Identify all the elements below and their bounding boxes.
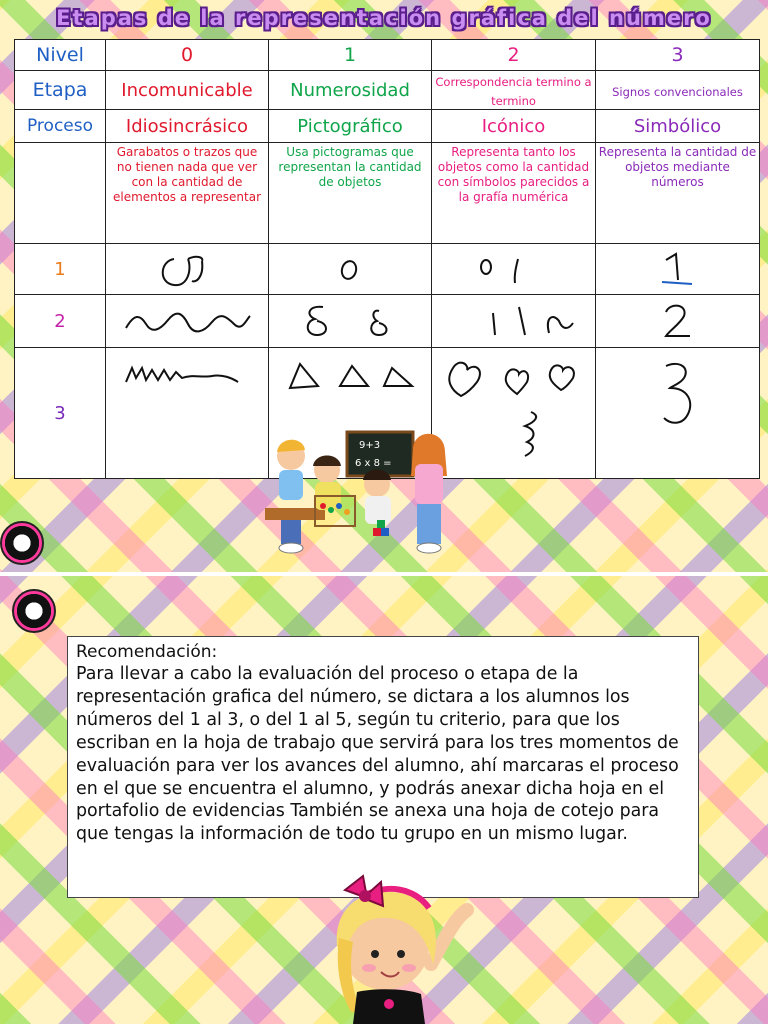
icon-symbols <box>449 301 579 341</box>
description-2-cell: Representa tanto los objetos como la cantidad con símbolos parecidos a la grafía numérica <box>432 143 596 244</box>
description-0-cell: Garabatos o trazos que no tienen nada que ver con la cantidad de elementos a representar <box>106 143 269 244</box>
proceso-0-cell: Idiosincrásico <box>106 110 269 143</box>
icon-symbols <box>474 253 554 285</box>
digit-1-drawing <box>658 250 698 288</box>
flower-badge-icon <box>12 589 56 633</box>
level-2-cell: 2 <box>432 40 596 71</box>
table-row-proceso <box>15 110 760 143</box>
scribble-drawing <box>122 358 252 388</box>
row-label-etapa: Etapa <box>15 71 106 110</box>
sample-1-row2 <box>269 295 432 348</box>
table-row-description <box>15 143 760 244</box>
sample-2-row2 <box>432 295 596 348</box>
page-title: Etapas de la representación gráfica del número <box>56 6 712 30</box>
scribble-drawing <box>152 247 222 291</box>
triangle-pictograms <box>280 358 420 392</box>
recommendation-text: Para llevar a cabo la evaluación del proceso o etapa de la representación grafica del número, se dictara a los alumnos los números del 1 al 3, o del 1 al 5, según tu criterio, para que los escriban en la hoja de trabajo que servirá para los tres momentos de evaluación para ver los avances del alumno, ahí marcaras el proceso en el que se encuentra el alumno, y podrás anexar dicha hoja en el portafolio de evidencias También se anexa una hoja de cotejo para que tengas la información de todo tu grupo en un mismo lugar. <box>76 664 679 845</box>
etapa-3-cell: Signos convencionales <box>596 71 760 110</box>
table-row-etapa <box>15 71 760 110</box>
blackboard-line-1: 9+3 <box>359 440 381 451</box>
children-illustration <box>265 426 455 556</box>
sample-3-row2 <box>596 295 760 348</box>
level-3-cell: 3 <box>596 40 760 71</box>
row-number-1: 1 <box>15 244 106 295</box>
etapa-0-cell: Incomunicable <box>106 71 269 110</box>
sample-1-row1 <box>269 244 432 295</box>
level-1-cell: 1 <box>269 40 432 71</box>
stages-table <box>14 39 760 479</box>
sample-0-row3 <box>106 348 269 479</box>
table-row-nivel <box>15 40 760 71</box>
circle-pictogram <box>335 254 365 284</box>
pictograms <box>295 301 405 341</box>
heart-icons <box>439 356 589 460</box>
etapa-1-cell: Numerosidad <box>269 71 432 110</box>
proceso-1-cell: Pictográfico <box>269 110 432 143</box>
digit-2-drawing <box>658 300 698 342</box>
recommendation-title: Recomendación: <box>76 642 218 662</box>
sample-2-row3 <box>432 348 596 479</box>
row-label-proceso: Proceso <box>15 110 106 143</box>
row-number-3: 3 <box>15 348 106 479</box>
digit-3-drawing <box>658 360 698 430</box>
row-number-2: 2 <box>15 295 106 348</box>
table-row-number-2 <box>15 295 760 348</box>
sample-3-row1 <box>596 244 760 295</box>
row-label-nivel: Nivel <box>15 40 106 71</box>
scribble-drawing <box>122 306 252 336</box>
row-label-empty <box>15 143 106 244</box>
proceso-3-cell: Simbólico <box>596 110 760 143</box>
description-1-cell: Usa pictogramas que representan la cantidad de objetos <box>269 143 432 244</box>
etapa-2-cell: Correspondencia termino a termino <box>432 71 596 110</box>
table-row-number-1 <box>15 244 760 295</box>
girl-illustration <box>305 868 475 1024</box>
flower-badge-icon <box>0 521 44 565</box>
recommendation-box <box>67 636 699 898</box>
proceso-2-cell: Icónico <box>432 110 596 143</box>
sample-0-row1 <box>106 244 269 295</box>
blackboard-line-2: 6 x 8 = <box>355 458 392 469</box>
sample-2-row1 <box>432 244 596 295</box>
sample-3-row3 <box>596 348 760 479</box>
description-3-cell: Representa la cantidad de objetos mediante números <box>596 143 760 244</box>
level-0-cell: 0 <box>106 40 269 71</box>
sample-0-row2 <box>106 295 269 348</box>
